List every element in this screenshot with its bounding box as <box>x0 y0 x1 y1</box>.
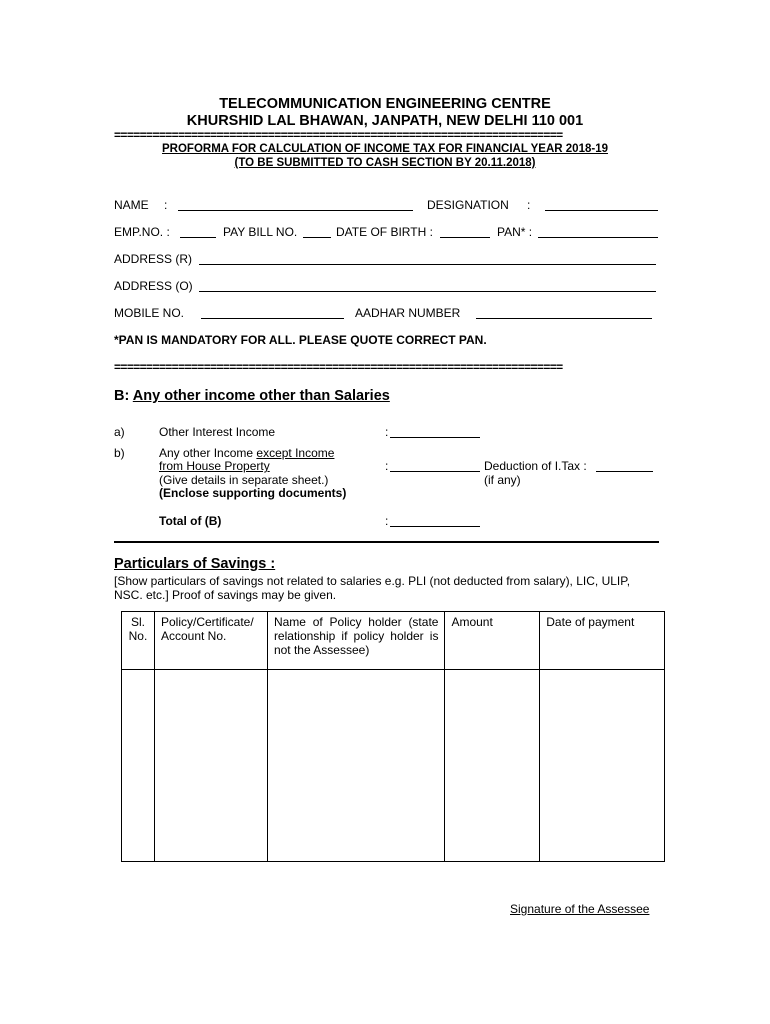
deduction-field[interactable] <box>596 471 653 472</box>
aadhar-field[interactable] <box>476 318 652 319</box>
name-label: NAME <box>114 198 149 212</box>
item-b-line1-text: Any other Income <box>159 446 257 460</box>
item-b-line2: from House Property <box>159 459 270 473</box>
cell-amount[interactable] <box>445 670 540 862</box>
dob-label: DATE OF BIRTH : <box>336 225 433 239</box>
item-b-marker: b) <box>114 446 125 460</box>
section-b-heading <box>114 388 390 404</box>
item-a-colon: : <box>385 425 389 439</box>
address-o-label: ADDRESS (O) <box>114 279 193 293</box>
col-policy-holder: Name of Policy holder (state relationship if policy holder is not the Assessee) <box>267 612 445 670</box>
address-o-field[interactable] <box>199 291 656 292</box>
submit-deadline: (TO BE SUBMITTED TO CASH SECTION BY 20.11.2018) <box>234 157 536 169</box>
deduction-label: Deduction of I.Tax : <box>484 459 587 473</box>
total-b-label: Total of (B) <box>159 514 222 528</box>
emp-no-field[interactable] <box>180 237 216 238</box>
name-colon: : <box>164 198 168 212</box>
savings-title: Particulars of Savings : <box>114 556 276 572</box>
header-line1: TELECOMMUNICATION ENGINEERING CENTRE <box>219 96 551 112</box>
table-row <box>122 670 665 862</box>
designation-label: DESIGNATION <box>427 198 509 212</box>
pan-mandatory-note: *PAN IS MANDATORY FOR ALL. PLEASE QUOTE CORRECT PAN. <box>114 333 487 347</box>
pay-bill-label: PAY BILL NO. <box>223 225 298 239</box>
savings-desc-line2: NSC. etc.] Proof of savings may be given. <box>114 588 337 602</box>
address-r-field[interactable] <box>199 264 656 265</box>
signature-label: Signature of the Assessee <box>510 902 650 916</box>
savings-desc-line1: [Show particulars of savings not related to salaries e.g. PLI (not deducted from salary), LIC, ULIP, <box>114 574 631 588</box>
item-a-marker: a) <box>114 425 125 439</box>
section-divider <box>114 541 659 543</box>
header-line2: KHURSHID LAL BHAWAN, JANPATH, NEW DELHI 110 001 <box>186 113 584 129</box>
item-b-line1 <box>159 446 334 460</box>
pan-field[interactable] <box>538 237 658 238</box>
name-field[interactable] <box>178 210 413 211</box>
section-separator: ====================================================================== <box>114 360 563 374</box>
header-separator: ====================================================================== <box>114 128 563 142</box>
savings-table <box>121 611 665 862</box>
item-a-label: Other Interest Income <box>159 425 276 439</box>
cell-policy-no[interactable] <box>154 670 267 862</box>
house-property-field[interactable] <box>390 471 480 472</box>
item-b-colon: : <box>385 459 389 473</box>
item-b-line1-underlined: except Income <box>256 446 335 460</box>
cell-sl-no[interactable] <box>122 670 155 862</box>
col-date-of-payment: Date of payment <box>540 612 665 670</box>
cell-date-of-payment[interactable] <box>540 670 665 862</box>
address-r-label: ADDRESS (R) <box>114 252 193 266</box>
dob-field[interactable] <box>440 237 490 238</box>
section-b-prefix: B: <box>114 388 133 404</box>
deduction-note: (if any) <box>484 473 521 487</box>
emp-no-label: EMP.NO. : <box>114 225 170 239</box>
total-b-colon: : <box>385 514 389 528</box>
section-b-title: Any other income other than Salaries <box>132 388 390 404</box>
item-b-line4: (Enclose supporting documents) <box>159 486 347 500</box>
proforma-title: PROFORMA FOR CALCULATION OF INCOME TAX FOR FINANCIAL YEAR 2018-19 <box>162 143 608 155</box>
mobile-field[interactable] <box>201 318 344 319</box>
other-interest-field[interactable] <box>390 437 480 438</box>
item-b-line3: (Give details in separate sheet.) <box>159 473 329 487</box>
pay-bill-field[interactable] <box>303 237 331 238</box>
cell-policy-holder[interactable] <box>267 670 445 862</box>
col-policy-no: Policy/Certificate/ Account No. <box>154 612 267 670</box>
designation-colon: : <box>527 198 531 212</box>
col-amount: Amount <box>445 612 540 670</box>
mobile-label: MOBILE NO. <box>114 306 185 320</box>
total-b-field[interactable] <box>390 526 480 527</box>
col-sl-no: Sl. No. <box>122 612 155 670</box>
table-header-row <box>122 612 665 670</box>
designation-field[interactable] <box>545 210 658 211</box>
aadhar-label: AADHAR NUMBER <box>355 306 461 320</box>
pan-label: PAN* : <box>497 225 533 239</box>
